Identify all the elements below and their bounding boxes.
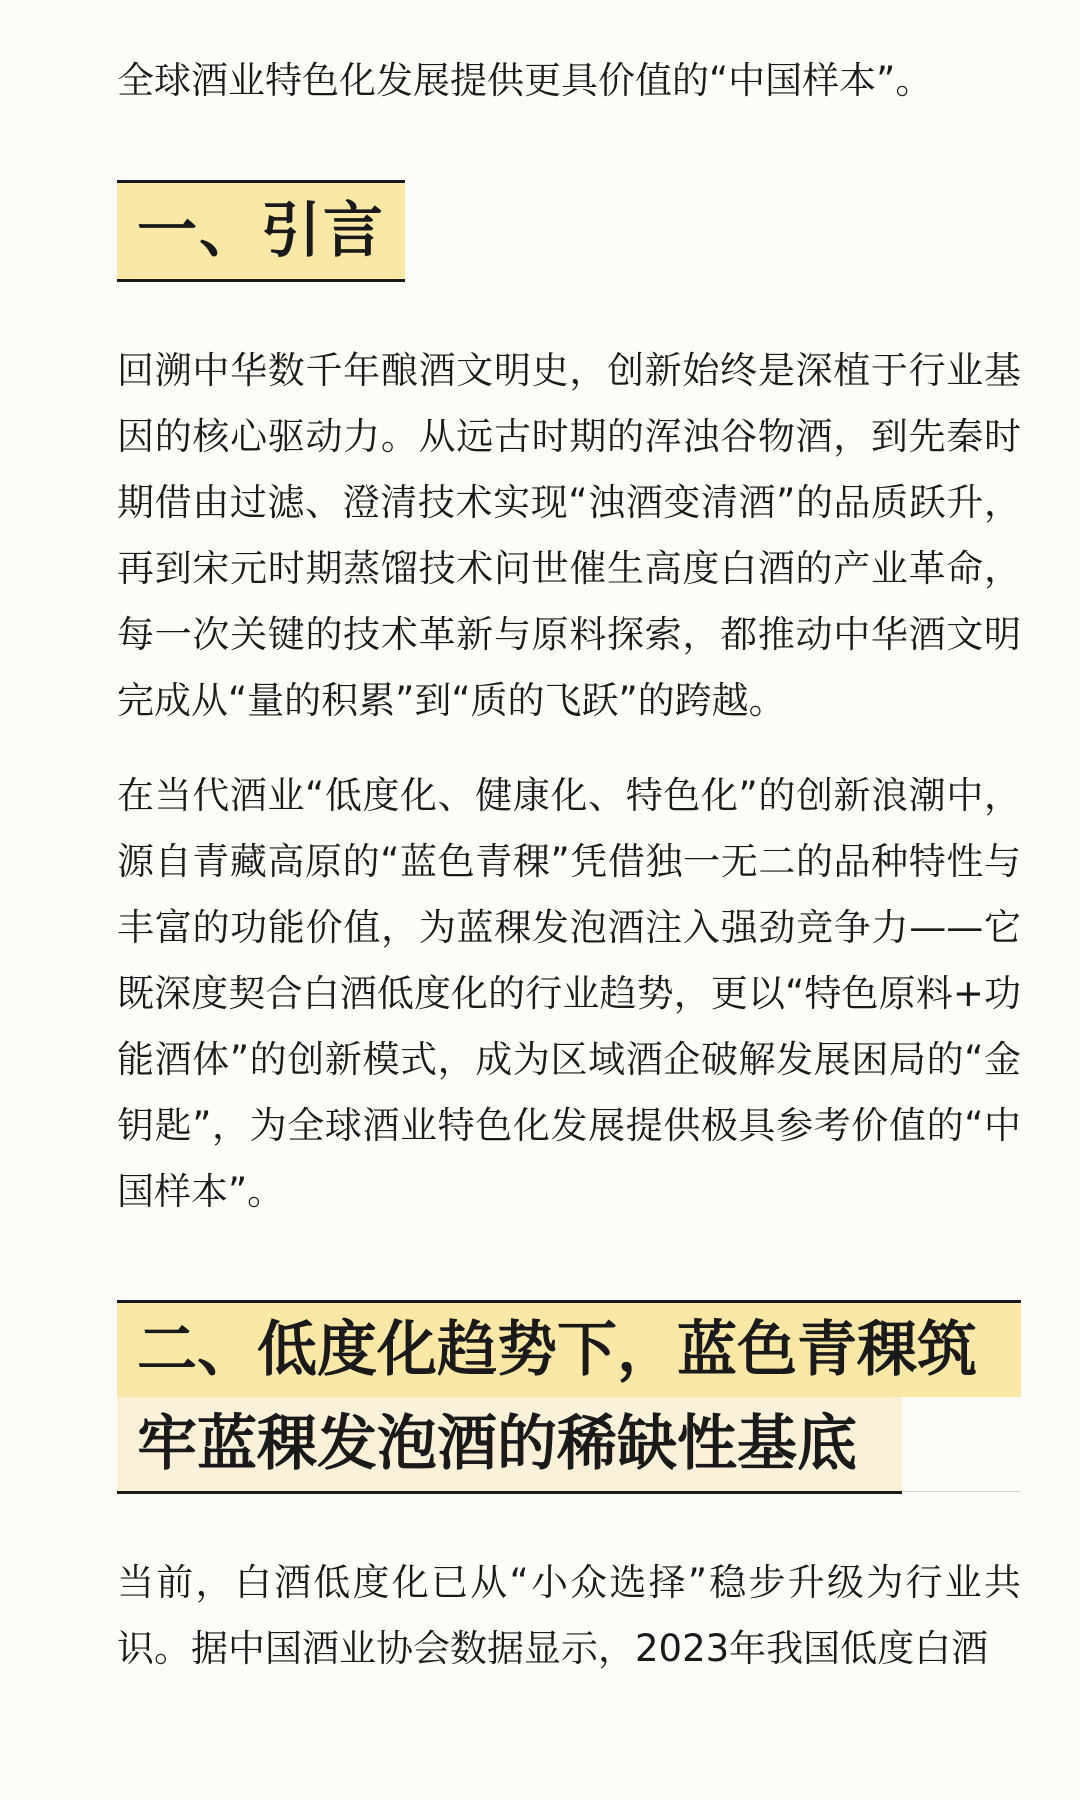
section2-heading <box>117 1300 1021 1494</box>
section2-heading-line1: 二、低度化趋势下，蓝色青稞筑 <box>117 1303 1021 1397</box>
section1-heading: 一、引言 <box>117 180 405 282</box>
intro-tail-paragraph: 全球酒业特色化发展提供更具价值的“中国样本”。 <box>117 59 933 102</box>
section2-heading-line2: 牢蓝稞发泡酒的稀缺性基底 <box>117 1397 902 1491</box>
section1-paragraph-1: 回溯中华数千年酿酒文明史，创新始终是深植于行业基因的核心驱动力。从远古时期的浑浊谷物酒，到先秦时期借由过滤、澄清技术实现“浊酒变清酒”的品质跃升，再到宋元时期蒸馏技术问世催生高度白酒的产业革命，每一次关键的技术革新与原料探索，都推动中华酒文明完成从“量的积累”到“质的飞跃”的跨越。 <box>117 349 1021 722</box>
section1-paragraph-2: 在当代酒业“低度化、健康化、特色化”的创新浪潮中，源自青藏高原的“蓝色青稞”凭借独一无二的品种特性与丰富的功能价值，为蓝稞发泡酒注入强劲竞争力——它既深度契合白酒低度化的行业趋势，更以“特色原料+功能酒体”的创新模式，成为区域酒企破解发展困局的“金钥匙”，为全球酒业特色化发展提供极具参考价值的“中国样本”。 <box>117 774 1021 1213</box>
heading-bottom-rule <box>117 1491 1021 1494</box>
section2-paragraph: 当前，白酒低度化已从“小众选择”稳步升级为行业共识。据中国酒业协会数据显示，2023年我国低度白酒 <box>117 1561 1021 1670</box>
